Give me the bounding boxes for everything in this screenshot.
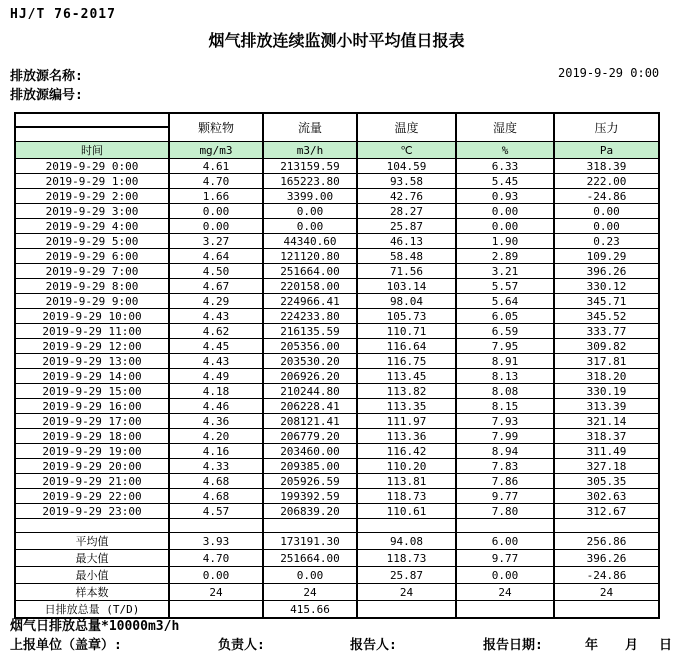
value-cell: 24 — [357, 584, 456, 601]
row-label-cell: 2019-9-29 20:00 — [15, 459, 169, 474]
value-cell: 206926.20 — [263, 369, 357, 384]
table-row — [15, 504, 659, 519]
row-label-cell: 2019-9-29 19:00 — [15, 444, 169, 459]
value-cell: 311.49 — [554, 444, 659, 459]
value-cell: 4.43 — [169, 309, 263, 324]
value-cell: 4.70 — [169, 550, 263, 567]
value-cell: 24 — [456, 584, 554, 601]
page-title: 烟气排放连续监测小时平均值日报表 — [208, 31, 465, 50]
value-cell: 318.37 — [554, 429, 659, 444]
standard-number: HJ/T 76-2017 — [10, 7, 116, 22]
value-cell: 104.59 — [357, 159, 456, 174]
row-label-cell — [15, 519, 169, 533]
value-cell — [263, 519, 357, 533]
row-label-cell: 2019-9-29 8:00 — [15, 279, 169, 294]
table-body — [15, 159, 659, 619]
value-cell: 113.82 — [357, 384, 456, 399]
value-cell: 206228.41 — [263, 399, 357, 414]
value-cell: 25.87 — [357, 567, 456, 584]
value-cell: 0.23 — [554, 234, 659, 249]
table-row — [15, 414, 659, 429]
row-label-cell: 2019-9-29 7:00 — [15, 264, 169, 279]
value-cell: 24 — [169, 584, 263, 601]
value-cell: 309.82 — [554, 339, 659, 354]
value-cell: 256.86 — [554, 533, 659, 550]
value-cell: 317.81 — [554, 354, 659, 369]
row-label-cell: 2019-9-29 11:00 — [15, 324, 169, 339]
value-cell — [357, 519, 456, 533]
value-cell: 3.27 — [169, 234, 263, 249]
value-cell: 173191.30 — [263, 533, 357, 550]
table-row — [15, 354, 659, 369]
value-cell: 206839.20 — [263, 504, 357, 519]
summary-row — [15, 550, 659, 567]
value-cell: 4.46 — [169, 399, 263, 414]
value-cell: 216135.59 — [263, 324, 357, 339]
report-date-label: 报告日期: — [483, 638, 543, 653]
value-cell: 210244.80 — [263, 384, 357, 399]
column-header-temperature: 温度 — [357, 113, 456, 142]
value-cell: 4.20 — [169, 429, 263, 444]
value-cell: 209385.00 — [263, 459, 357, 474]
unit-humidity: % — [456, 142, 554, 159]
value-cell: 5.64 — [456, 294, 554, 309]
value-cell: 4.62 — [169, 324, 263, 339]
value-cell: 224966.41 — [263, 294, 357, 309]
value-cell: 333.77 — [554, 324, 659, 339]
value-cell: 205356.00 — [263, 339, 357, 354]
row-label-cell: 2019-9-29 22:00 — [15, 489, 169, 504]
value-cell: 4.68 — [169, 489, 263, 504]
column-header-particulate: 颗粒物 — [169, 113, 263, 142]
value-cell: -24.86 — [554, 567, 659, 584]
row-label-cell: 2019-9-29 3:00 — [15, 204, 169, 219]
value-cell: 6.05 — [456, 309, 554, 324]
value-cell: 4.70 — [169, 174, 263, 189]
monitoring-table — [14, 112, 660, 619]
value-cell: 206779.20 — [263, 429, 357, 444]
value-cell: 121120.80 — [263, 249, 357, 264]
source-code-label: 排放源编号: — [10, 88, 83, 103]
value-cell: 205926.59 — [263, 474, 357, 489]
summary-row — [15, 567, 659, 584]
table-header-units — [15, 142, 659, 159]
value-cell: 203460.00 — [263, 444, 357, 459]
table-row — [15, 399, 659, 414]
value-cell: 24 — [263, 584, 357, 601]
value-cell: 396.26 — [554, 550, 659, 567]
value-cell: 0.00 — [456, 204, 554, 219]
value-cell: 3399.00 — [263, 189, 357, 204]
row-label-cell: 最大值 — [15, 550, 169, 567]
row-label-cell: 日排放总量 (T/D) — [15, 601, 169, 619]
column-header-pressure: 压力 — [554, 113, 659, 142]
row-label-cell: 2019-9-29 16:00 — [15, 399, 169, 414]
column-header-flow: 流量 — [263, 113, 357, 142]
value-cell: 113.35 — [357, 399, 456, 414]
table-row — [15, 279, 659, 294]
value-cell — [554, 519, 659, 533]
value-cell: 321.14 — [554, 414, 659, 429]
value-cell: 6.33 — [456, 159, 554, 174]
value-cell: 8.15 — [456, 399, 554, 414]
table-row — [15, 474, 659, 489]
value-cell: 111.97 — [357, 414, 456, 429]
value-cell: 4.50 — [169, 264, 263, 279]
value-cell: 109.29 — [554, 249, 659, 264]
value-cell: 113.45 — [357, 369, 456, 384]
table-row — [15, 264, 659, 279]
value-cell: 0.00 — [169, 567, 263, 584]
value-cell: 5.57 — [456, 279, 554, 294]
unit-pressure: Pa — [554, 142, 659, 159]
report-datetime: 2019-9-29 0:00 — [558, 66, 660, 80]
value-cell: 105.73 — [357, 309, 456, 324]
day-label: 日 — [659, 638, 673, 653]
summary-row — [15, 584, 659, 601]
row-label-cell: 2019-9-29 15:00 — [15, 384, 169, 399]
value-cell — [169, 601, 263, 619]
value-cell: 0.00 — [169, 219, 263, 234]
row-label-cell: 平均值 — [15, 533, 169, 550]
row-label-cell: 2019-9-29 12:00 — [15, 339, 169, 354]
value-cell: 5.45 — [456, 174, 554, 189]
table-row — [15, 459, 659, 474]
value-cell: 251664.00 — [263, 264, 357, 279]
value-cell: 396.26 — [554, 264, 659, 279]
value-cell: 208121.41 — [263, 414, 357, 429]
table-row — [15, 219, 659, 234]
unit-flow: m3/h — [263, 142, 357, 159]
value-cell: 4.68 — [169, 474, 263, 489]
value-cell: 318.20 — [554, 369, 659, 384]
value-cell: 4.49 — [169, 369, 263, 384]
row-label-cell: 2019-9-29 21:00 — [15, 474, 169, 489]
value-cell: 165223.80 — [263, 174, 357, 189]
value-cell: 330.19 — [554, 384, 659, 399]
row-label-cell: 2019-9-29 17:00 — [15, 414, 169, 429]
source-name-label: 排放源名称: — [10, 69, 83, 84]
value-cell: 110.61 — [357, 504, 456, 519]
value-cell: 113.36 — [357, 429, 456, 444]
row-label-cell: 样本数 — [15, 584, 169, 601]
header-divider-line — [16, 126, 168, 128]
month-label: 月 — [625, 638, 639, 653]
row-label-cell: 最小值 — [15, 567, 169, 584]
value-cell: 4.16 — [169, 444, 263, 459]
responsible-person-label: 负责人: — [218, 638, 265, 653]
value-cell: 0.00 — [554, 219, 659, 234]
unit-particulate: mg/m3 — [169, 142, 263, 159]
value-cell: 42.76 — [357, 189, 456, 204]
value-cell: 4.43 — [169, 354, 263, 369]
value-cell: 0.00 — [263, 567, 357, 584]
value-cell: 118.73 — [357, 489, 456, 504]
value-cell: 0.00 — [169, 204, 263, 219]
value-cell: 7.86 — [456, 474, 554, 489]
value-cell: 8.08 — [456, 384, 554, 399]
column-header-humidity: 湿度 — [456, 113, 554, 142]
table-row — [15, 309, 659, 324]
value-cell: 7.83 — [456, 459, 554, 474]
value-cell: 4.61 — [169, 159, 263, 174]
table-row — [15, 189, 659, 204]
table-row — [15, 324, 659, 339]
value-cell: 113.81 — [357, 474, 456, 489]
table-row — [15, 444, 659, 459]
table-row — [15, 234, 659, 249]
row-label-cell: 2019-9-29 9:00 — [15, 294, 169, 309]
value-cell: 116.42 — [357, 444, 456, 459]
value-cell: 6.00 — [456, 533, 554, 550]
value-cell: 415.66 — [263, 601, 357, 619]
row-label-cell: 2019-9-29 14:00 — [15, 369, 169, 384]
value-cell: 0.00 — [263, 219, 357, 234]
separator-row — [15, 519, 659, 533]
value-cell: 9.77 — [456, 550, 554, 567]
value-cell — [456, 519, 554, 533]
value-cell: 318.39 — [554, 159, 659, 174]
value-cell: 118.73 — [357, 550, 456, 567]
unit-temperature: ℃ — [357, 142, 456, 159]
time-header-blank-cell — [15, 113, 169, 142]
row-label-cell: 2019-9-29 2:00 — [15, 189, 169, 204]
row-label-cell: 2019-9-29 4:00 — [15, 219, 169, 234]
value-cell: 1.90 — [456, 234, 554, 249]
value-cell: 222.00 — [554, 174, 659, 189]
value-cell: 302.63 — [554, 489, 659, 504]
row-label-cell: 2019-9-29 1:00 — [15, 174, 169, 189]
row-label-cell: 2019-9-29 18:00 — [15, 429, 169, 444]
value-cell: 4.45 — [169, 339, 263, 354]
value-cell: 1.66 — [169, 189, 263, 204]
value-cell — [554, 601, 659, 619]
value-cell: 7.80 — [456, 504, 554, 519]
value-cell: 0.00 — [456, 219, 554, 234]
value-cell: 24 — [554, 584, 659, 601]
value-cell: 4.64 — [169, 249, 263, 264]
table-row — [15, 369, 659, 384]
value-cell: 110.20 — [357, 459, 456, 474]
value-cell: 6.59 — [456, 324, 554, 339]
value-cell: 4.18 — [169, 384, 263, 399]
value-cell: 0.00 — [263, 204, 357, 219]
value-cell — [456, 601, 554, 619]
value-cell: 3.93 — [169, 533, 263, 550]
value-cell: 312.67 — [554, 504, 659, 519]
value-cell — [169, 519, 263, 533]
value-cell: 220158.00 — [263, 279, 357, 294]
value-cell: 28.27 — [357, 204, 456, 219]
value-cell: 345.71 — [554, 294, 659, 309]
value-cell: 116.64 — [357, 339, 456, 354]
row-label-cell: 2019-9-29 0:00 — [15, 159, 169, 174]
value-cell: 0.00 — [456, 567, 554, 584]
value-cell: 4.67 — [169, 279, 263, 294]
value-cell: 46.13 — [357, 234, 456, 249]
value-cell: 330.12 — [554, 279, 659, 294]
value-cell: 4.57 — [169, 504, 263, 519]
table-row — [15, 174, 659, 189]
value-cell: 71.56 — [357, 264, 456, 279]
value-cell: 7.93 — [456, 414, 554, 429]
value-cell: 0.00 — [554, 204, 659, 219]
table-row — [15, 339, 659, 354]
value-cell: 98.04 — [357, 294, 456, 309]
value-cell: 305.35 — [554, 474, 659, 489]
value-cell: 7.95 — [456, 339, 554, 354]
value-cell: 224233.80 — [263, 309, 357, 324]
value-cell — [357, 601, 456, 619]
value-cell: 110.71 — [357, 324, 456, 339]
value-cell: 8.13 — [456, 369, 554, 384]
row-label-cell: 2019-9-29 6:00 — [15, 249, 169, 264]
row-label-cell: 2019-9-29 10:00 — [15, 309, 169, 324]
value-cell: 4.29 — [169, 294, 263, 309]
value-cell: 2.89 — [456, 249, 554, 264]
value-cell: 9.77 — [456, 489, 554, 504]
value-cell: 4.33 — [169, 459, 263, 474]
value-cell: 313.39 — [554, 399, 659, 414]
value-cell: -24.86 — [554, 189, 659, 204]
time-header: 时间 — [15, 142, 169, 159]
reporter-label: 报告人: — [350, 638, 397, 653]
value-cell: 327.18 — [554, 459, 659, 474]
value-cell: 8.94 — [456, 444, 554, 459]
value-cell: 58.48 — [357, 249, 456, 264]
value-cell: 25.87 — [357, 219, 456, 234]
value-cell: 94.08 — [357, 533, 456, 550]
summary-row — [15, 533, 659, 550]
row-label-cell: 2019-9-29 5:00 — [15, 234, 169, 249]
table-row — [15, 384, 659, 399]
value-cell: 7.99 — [456, 429, 554, 444]
year-label: 年 — [585, 638, 599, 653]
value-cell: 199392.59 — [263, 489, 357, 504]
value-cell: 251664.00 — [263, 550, 357, 567]
reporting-unit-label: 上报单位（盖章）: — [10, 638, 122, 653]
table-row — [15, 204, 659, 219]
value-cell: 116.75 — [357, 354, 456, 369]
table-row — [15, 249, 659, 264]
value-cell: 3.21 — [456, 264, 554, 279]
row-label-cell: 2019-9-29 13:00 — [15, 354, 169, 369]
table-row — [15, 159, 659, 174]
table-header-names — [15, 113, 659, 142]
row-label-cell: 2019-9-29 23:00 — [15, 504, 169, 519]
value-cell: 44340.60 — [263, 234, 357, 249]
total-emission-note: 烟气日排放总量*10000m3/h — [10, 619, 180, 634]
value-cell: 345.52 — [554, 309, 659, 324]
table-row — [15, 294, 659, 309]
table-row — [15, 429, 659, 444]
table-row — [15, 489, 659, 504]
value-cell: 0.93 — [456, 189, 554, 204]
value-cell: 203530.20 — [263, 354, 357, 369]
value-cell: 8.91 — [456, 354, 554, 369]
value-cell: 93.58 — [357, 174, 456, 189]
value-cell: 103.14 — [357, 279, 456, 294]
value-cell: 213159.59 — [263, 159, 357, 174]
value-cell: 4.36 — [169, 414, 263, 429]
